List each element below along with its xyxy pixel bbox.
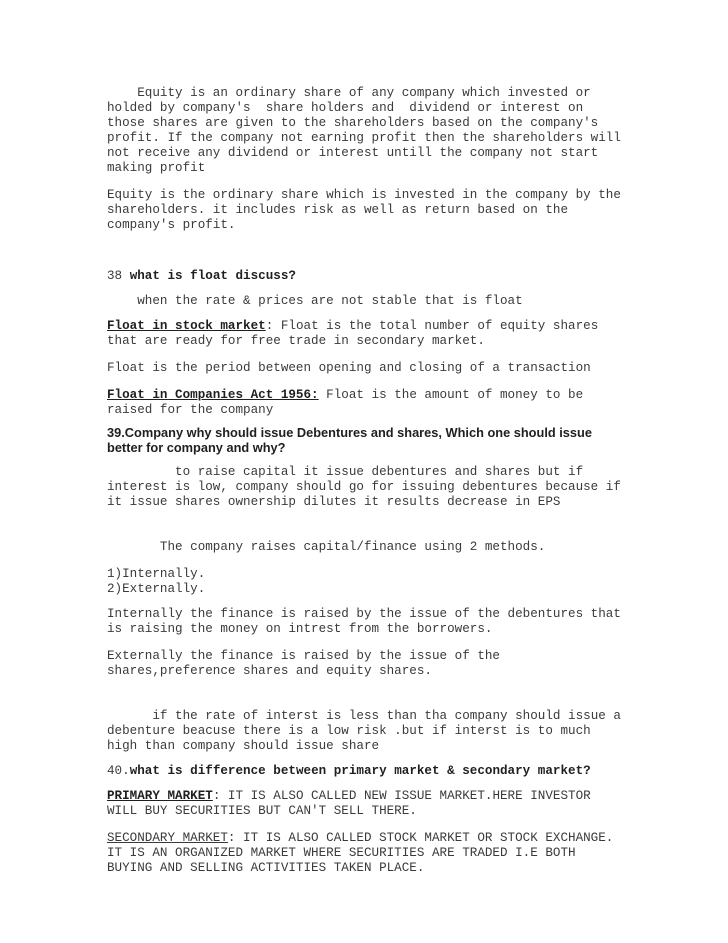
float-companies-act-text: Float is the amount of money to be raised for the company	[107, 388, 591, 417]
float-companies-act	[107, 388, 627, 418]
method-external: 2)Externally.	[107, 582, 206, 596]
float-period: Float is the period between opening and closing of a transaction	[107, 361, 591, 375]
float-stock-market-text: : Float is the total number of equity shares that are ready for free trade in secondary market.	[107, 319, 606, 348]
secondary-market-label: SECONDARY MARKET	[107, 831, 228, 845]
primary-market-paragraph	[107, 789, 627, 819]
internal-finance-paragraph: Internally the finance is raised by the issue of the debentures that is raising the money on intrest from the borrowers.	[107, 607, 629, 636]
debentures-answer: to raise capital it issue debentures and shares but if interest is low, company should go for issuing debentures because if it issue shares ownership dilutes it results decrease in EPS	[107, 465, 629, 509]
question-38	[107, 269, 627, 284]
document-page	[107, 86, 627, 876]
capital-methods: The company raises capital/finance using 2 methods.	[107, 540, 546, 554]
interest-rate-paragraph: if the rate of interst is less than tha company should issue a debenture beacuse there is a low risk .but if interst is to much high than company should issue share	[107, 709, 629, 753]
question-40-text: what is difference between primary market & secondary market?	[129, 764, 591, 778]
float-stock-market	[107, 319, 627, 349]
float-stock-market-label: Float in stock market	[107, 319, 266, 333]
method-internal: 1)Internally.	[107, 567, 206, 581]
primary-market-label: PRIMARY MARKET	[107, 789, 213, 803]
external-finance-paragraph: Externally the finance is raised by the issue of the shares,preference shares and equity shares.	[107, 649, 508, 678]
question-40-number: 40.	[107, 764, 130, 778]
question-38-text: what is float discuss?	[129, 269, 296, 283]
question-40	[107, 764, 627, 779]
question-38-number: 38	[107, 269, 130, 283]
equity-paragraph-1: Equity is an ordinary share of any company which invested or holded by company's share holders and dividend or interest on those shares are given to the shareholders based on the company's profit. If the company not earning profit then the shareholders will not receive any dividend or interest untill the company not start making profit	[107, 86, 629, 175]
question-39: 39.Company why should issue Debentures and shares, Which one should issue better for company and why?	[107, 425, 596, 455]
primary-market-text: : IT IS ALSO CALLED NEW ISSUE MARKET.HERE INVESTOR WILL BUY SECURITIES BUT CAN'T SELL THERE.	[107, 789, 599, 818]
float-definition: when the rate & prices are not stable that is float	[107, 294, 523, 308]
secondary-market-paragraph	[107, 831, 627, 876]
equity-paragraph-2: Equity is the ordinary share which is invested in the company by the shareholders. it includes risk as well as return based on the company's profit.	[107, 188, 629, 232]
secondary-market-text: : IT IS ALSO CALLED STOCK MARKET OR STOCK EXCHANGE. IT IS AN ORGANIZED MARKET WHERE SECURITIES ARE TRADED I.E BOTH BUYING AND SELLING ACTIVITIES TAKEN PLACE.	[107, 831, 621, 875]
float-companies-act-label: Float in Companies Act 1956:	[107, 388, 319, 402]
